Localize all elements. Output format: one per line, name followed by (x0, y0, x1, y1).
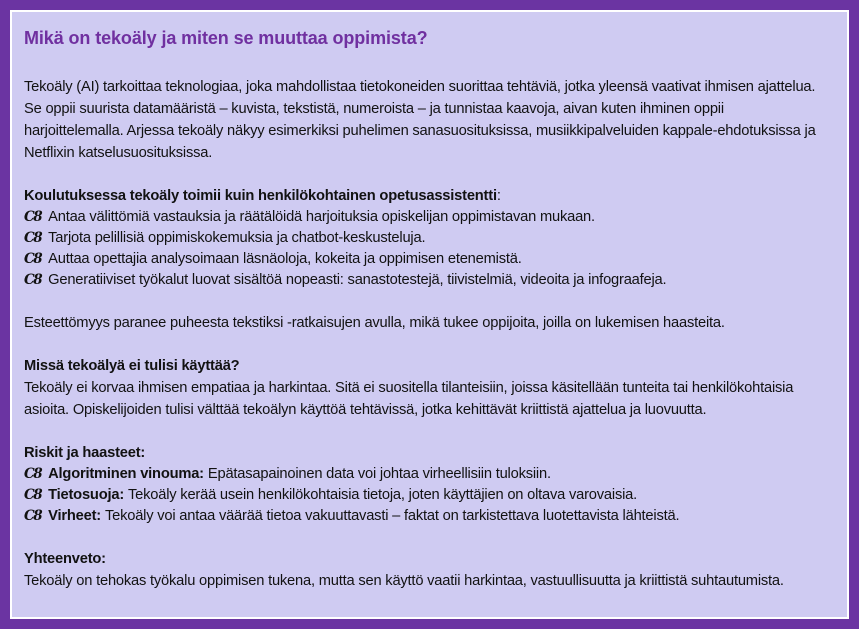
ornament-bullet-icon: C8 (24, 209, 42, 225)
education-bullet-list (24, 207, 825, 291)
list-item-text: Generatiiviset työkalut luovat sisältöä nopeasti: sanastotestejä, tiivistelmiä, videoita ja infograafeja. (48, 272, 667, 288)
risk-text: Epätasapainoinen data voi johtaa virheellisiin tuloksiin. (207, 466, 551, 482)
risks-heading: Riskit ja haasteet: (24, 445, 146, 461)
education-heading-text: Koulutuksessa tekoäly toimii kuin henkilökohtainen opetusassistentti (24, 188, 497, 204)
list-item (24, 207, 825, 228)
avoid-heading: Missä tekoälyä ei tulisi käyttää? (24, 358, 240, 374)
ornament-bullet-icon: C8 (24, 508, 42, 524)
accessibility-section (24, 312, 825, 334)
avoid-body: Tekoäly ei korvaa ihmisen empatiaa ja harkintaa. Sitä ei suositella tilanteisiin, joissa käsitellään tunteita tai henkilökohtaisia asioita. Opiskelijoiden tulisi välttää tekoälyn käyttöä tehtävissä, jotka kehittävät kriittistä ajattelua ja luovuutta. (24, 380, 794, 418)
list-item-text: Antaa välittömiä vastauksia ja räätälöidä harjoituksia opiskelijan oppimistavan mukaan. (48, 209, 595, 225)
intro-paragraph: Tekoäly (AI) tarkoittaa teknologiaa, joka mahdollistaa tietokoneiden suorittaa tehtäviä, jotka yleensä vaativat ihmisen ajattelua. Se oppii suurista datamääristä – kuvista, tekstistä, numeroista – ja tunnistaa kaavoja, aivan kuten ihminen oppii harjoittelemalla. Arjessa tekoäly näkyy esimerkiksi puhelimen sanasuosituksissa, musiikkipalveluiden kappale-ehdotuksissa ja Netflixin katselusuosituksissa. (24, 79, 816, 161)
list-item (24, 228, 825, 249)
education-heading (24, 185, 825, 207)
risks-bullet-list (24, 464, 825, 527)
risk-text: Tekoäly kerää usein henkilökohtaisia tietoja, joten käyttäjien on oltava varovaisia. (128, 487, 638, 503)
list-item (24, 249, 825, 270)
list-item (24, 485, 825, 506)
list-item (24, 270, 825, 291)
education-heading-colon: : (496, 188, 501, 204)
list-item (24, 506, 825, 527)
education-section (24, 185, 825, 291)
accessibility-note: Esteettömyys paranee puheesta tekstiksi -ratkaisujen avulla, mikä tukee oppijoita, joilla on lukemisen haasteita. (24, 315, 725, 331)
risk-label: Virheet: (48, 508, 101, 524)
risks-section (24, 442, 825, 527)
ornament-bullet-icon: C8 (24, 251, 42, 267)
summary-heading: Yhteenveto: (24, 551, 106, 567)
ornament-bullet-icon: C8 (24, 272, 42, 288)
list-item (24, 464, 825, 485)
ornament-bullet-icon: C8 (24, 487, 42, 503)
avoid-section (24, 355, 825, 421)
summary-section (24, 548, 825, 592)
list-item-text: Tarjota pelillisiä oppimiskokemuksia ja chatbot-keskusteluja. (48, 230, 426, 246)
ornament-bullet-icon: C8 (24, 466, 42, 482)
page-title: Mikä on tekoäly ja miten se muuttaa oppimista? (24, 28, 428, 48)
risk-label: Algoritminen vinouma: (48, 466, 204, 482)
summary-body: Tekoäly on tehokas työkalu oppimisen tukena, mutta sen käyttö vaatii harkintaa, vastuullisuutta ja kriittistä suhtautumista. (24, 573, 784, 589)
list-item-text: Auttaa opettajia analysoimaan läsnäoloja, kokeita ja oppimisen etenemistä. (48, 251, 522, 267)
risk-text: Tekoäly voi antaa väärää tietoa vakuuttavasti – faktat on tarkistettava luotettavista lähteistä. (104, 508, 680, 524)
risk-label: Tietosuoja: (48, 487, 125, 503)
ornament-bullet-icon: C8 (24, 230, 42, 246)
